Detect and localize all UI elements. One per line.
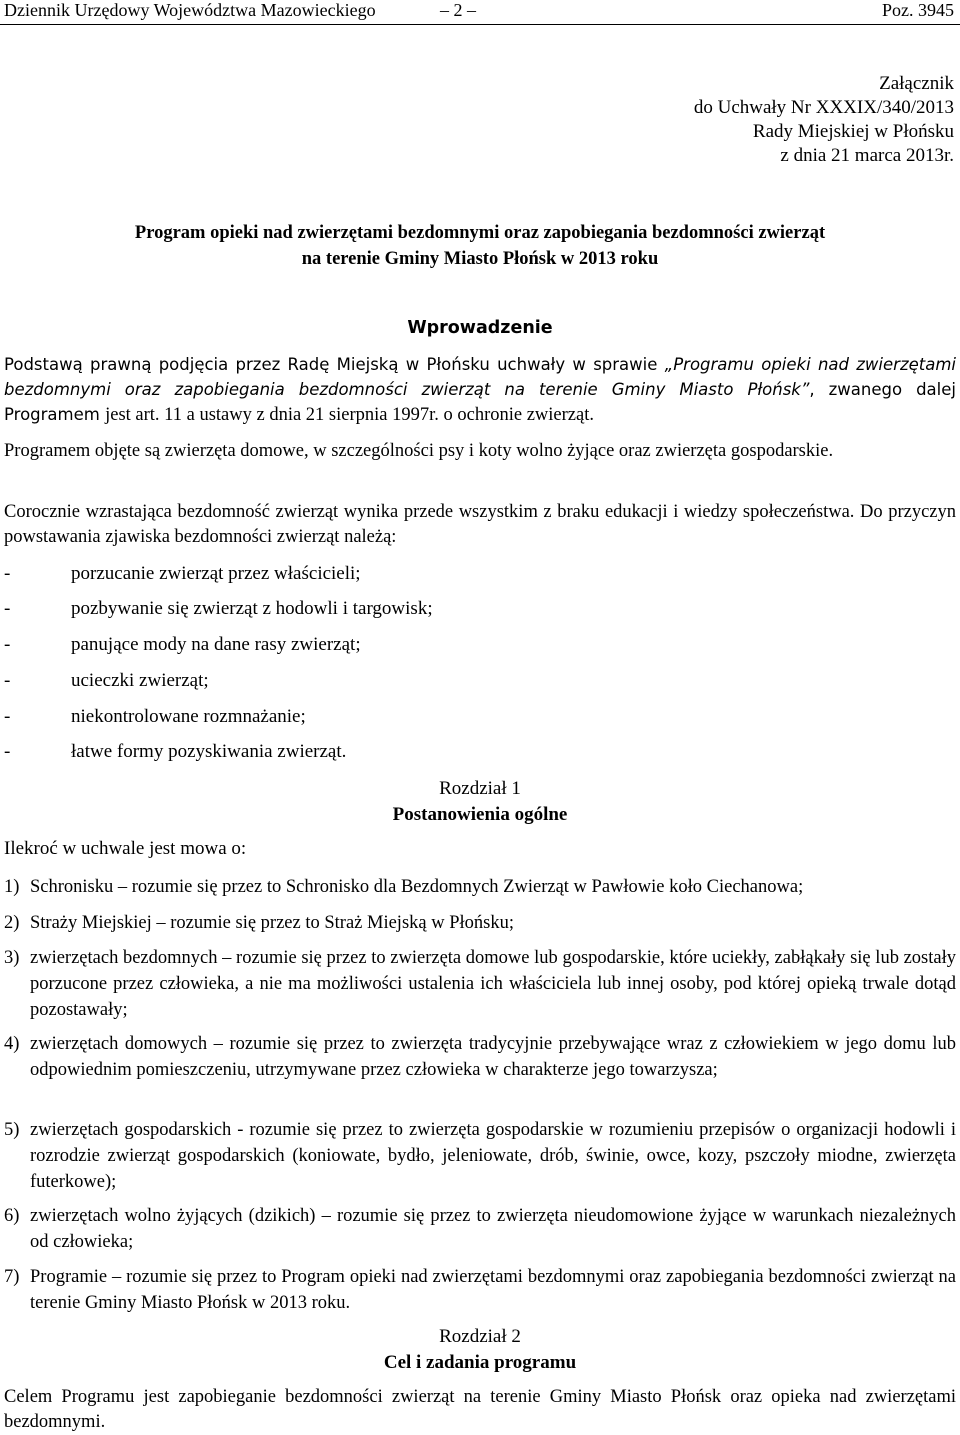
chapter-1-label: Rozdział 1 bbox=[439, 778, 521, 799]
definition-item: 6) zwierzętach wolno żyjących (dzikich) – rozumie się przez to zwierzęta nieudomowione żyjące w warunkach niezależnych od człowieka; bbox=[4, 1206, 956, 1252]
intro-heading: Wprowadzenie bbox=[407, 318, 553, 338]
definition-item: 1) Schronisku – rozumie się przez to Schronisko dla Bezdomnych Zwierząt w Pawłowie koło Ciechanowa; bbox=[4, 877, 804, 897]
intro-p3-end: Do przyczyn powstawania zjawiska bezdomności zwierząt należą: bbox=[4, 502, 956, 547]
position-number: Poz. 3945 bbox=[882, 0, 954, 20]
journal-name: Dziennik Urzędowy Województwa Mazowieckiego bbox=[4, 0, 376, 20]
annex-block bbox=[694, 72, 954, 168]
header-divider bbox=[0, 24, 960, 25]
definition-item: 7) Programie – rozumie się przez to Program opieki nad zwierzętami bezdomnymi oraz zapobiegania bezdomności zwierząt na terenie Gminy Miasto Płońsk w 2013 roku. bbox=[4, 1267, 956, 1313]
chapter-2-title: Cel i zadania programu bbox=[383, 1352, 577, 1373]
annex-line-4: z dnia 21 marca 2013r. bbox=[780, 145, 954, 166]
intro-p1-start: Podstawą prawną podjęcia przez Radę Miejską w Płońsku uchwały w sprawie bbox=[4, 355, 665, 374]
page-number: – 2 – bbox=[440, 0, 476, 20]
annex-line-1: Załącznik bbox=[879, 73, 954, 94]
chapter-1-lead: Ilekroć w uchwale jest mowa o: bbox=[4, 838, 247, 859]
intro-p1-mid: , zwanego dalej Programem bbox=[4, 380, 956, 424]
intro-paragraph-1 bbox=[4, 352, 956, 428]
intro-paragraph-3 bbox=[4, 500, 956, 550]
title-line-1: Program opieki nad zwierzętami bezdomnymi oraz zapobiegania bezdomności zwierząt bbox=[134, 223, 826, 243]
definition-item: 4) zwierzętach domowych – rozumie się przez to zwierzęta tradycyjnie przebywające wraz z człowiekiem w jego domu lub odpowiednim pomieszczeniu, utrzymywane przez człowieka w charakterze jego towarzysza; bbox=[4, 1034, 956, 1080]
definition-item: 5) zwierzętach gospodarskich - rozumie się przez to zwierzęta gospodarskie w rozumieniu przepisów o organizacji hodowli i rozrodzie zwierząt gospodarskich (koniowate, bydło, jeleniowate, drób, świnie, owce, kozy, pszczoły miodne, zwierzęta futerkowe); bbox=[4, 1120, 956, 1192]
chapter-1-title: Postanowienia ogólne bbox=[392, 804, 568, 825]
definition-item: 3) zwierzętach bezdomnych – rozumie się przez to zwierzęta domowe lub gospodarskie, które uciekły, zabłąkały się lub zostały porzucone przez człowieka, a nie ma możliwości ustalenia ich właściciela lub innej osoby, pod której opieką trwale dotąd pozostawały; bbox=[4, 948, 956, 1020]
intro-paragraph-2: Programem objęte są zwierzęta domowe, w szczególności psy i koty wolno żyjące oraz zwierzęta gospodarskie. bbox=[4, 441, 834, 461]
chapter-2-paragraph: Celem Programu jest zapobieganie bezdomności zwierząt na terenie Gminy Miasto Płońsk oraz opieka nad zwierzętami bezdomnymi. bbox=[4, 1387, 956, 1432]
annex-line-3: Rady Miejskiej w Płońsku bbox=[752, 121, 954, 142]
intro-p1-end: jest art. 11 a ustawy z dnia 21 sierpnia 1997r. o ochronie zwierząt. bbox=[105, 405, 594, 425]
document-page: Dziennik Urzędowy Województwa Mazowieckiego – 2 – Poz. 3945 Załącznik do Uchwały Nr XXXIX/340/2013 Rady Miejskiej w Płońsku z dnia 21 marca 2013r. Program opieki nad zwierzętami bezdomnymi oraz zapobiegania bezdomności zwierząt na terenie Gminy Miasto Płońsk w 2013 roku Wprowadzenie Podstawą prawną podjęcia przez Radę Miejską w Płońsku uchwały w sprawie „Programu opieki nad zwierzętami bezdomnymi oraz zapobiegania bezdomności zwierząt na terenie Gminy Miasto Płońsk”, zwanego dalej Programem jest art. 11 a ustawy z dnia 21 sierpnia 1997r. o ochronie zwierząt. Programem objęte są zwierzęta domowe, w szczególności psy i koty wolno żyjące oraz zwierzęta gospodarskie. Corocznie wzrastająca bezdomność zwierząt wynika przede wszystkim z braku edukacji i wiedzy społeczeństwa. Do przyczyn powstawania zjawiska bezdomności zwierząt należą: - porzucanie zwierząt przez właścicieli; - pozbywanie się zwierząt z hodowli i targowisk; - panujące mody na dane rasy zwierząt; - ucieczki zwierząt; - niekontrolowane rozmnażanie; - łatwe formy pozyskiwania zwierząt. Rozdział 1 Postanowienia ogólne Ilekroć w uchwale jest mowa o: 1) Schronisku – rozumie się przez to Schronisko dla Bezdomnych Zwierząt w Pawłowie koło Ciechanowa; 2) Straży Miejskiej – rozumie się przez to Straż Miejską w Płońsku; 3) zwierzętach bezdomnych – rozumie się przez to zwierzęta domowe lub gospodarskie, które uciekły, zabłąkały się lub zostały porzucone przez człowieka, a nie ma możliwości ustalenia ich właściciela lub innej osoby, pod której opieką trwale dotąd pozostawały; 4) zwierzętach domowych – rozumie się przez to zwierzęta tradycyjnie przebywające wraz z człowiekiem w jego domu lub odpowiednim pomieszczeniu, utrzymywane przez człowieka w charakterze jego towarzysza; 5) zwierzętach gospodarskich - rozumie się przez to zwierzęta gospodarskie w rozumieniu przepisów o organizacji hodowli i rozrodzie zwierząt gospodarskich (koniowate, bydło, jeleniowate, drób, świnie, owce, kozy, pszczoły miodne, zwierzęta futerkowe); 6) zwierzętach wolno żyjących (dzikich) – rozumie się przez to zwierzęta nieudomowione żyjące w warunkach niezależnych od człowieka; 7) Programie – rozumie się przez to Program opieki nad zwierzętami bezdomnymi oraz zapobiegania bezdomności zwierząt na terenie Gminy Miasto Płońsk w 2013 roku. Rozdział 2 Cel i zadania programu Celem Programu jest zapobieganie bezdomności zwierząt na terenie Gminy Miasto Płońsk oraz opieka nad zwierzętami bezdomnymi. bbox=[0, 0, 960, 1433]
chapter-2-label: Rozdział 2 bbox=[439, 1326, 521, 1347]
title-line-2: na terenie Gminy Miasto Płońsk w 2013 roku bbox=[301, 249, 659, 269]
definition-item: 2) Straży Miejskiej – rozumie się przez to Straż Miejską w Płońsku; bbox=[4, 913, 514, 933]
program-name-italic: „Programu opieki nad zwierzętami bezdomnymi oraz zapobiegania bezdomności zwierząt na terenie Gminy Miasto Płońsk” bbox=[4, 355, 956, 399]
document-title bbox=[0, 220, 960, 272]
intro-p3-start: Corocznie wzrastająca bezdomność zwierząt wynika przede wszystkim z braku edukacji i wiedzy społeczeństwa. bbox=[4, 502, 855, 522]
annex-line-2: do Uchwały Nr XXXIX/340/2013 bbox=[693, 97, 954, 118]
